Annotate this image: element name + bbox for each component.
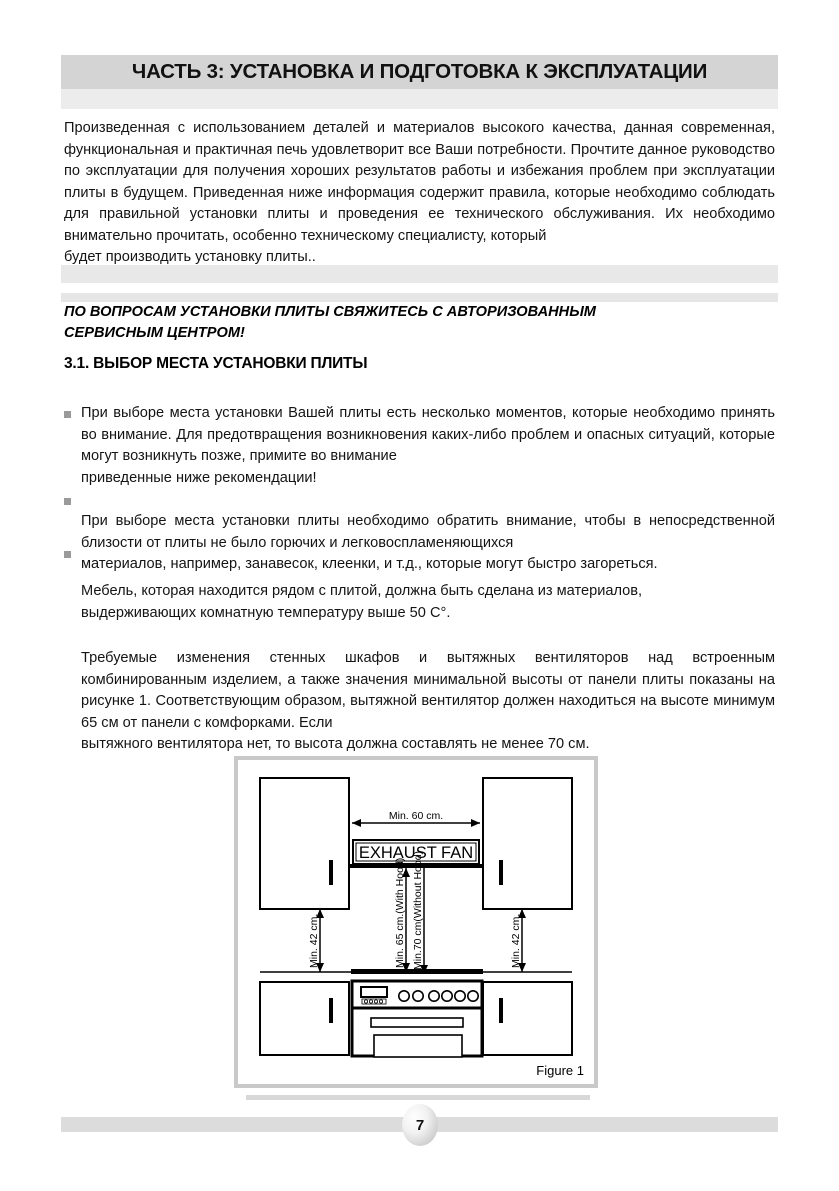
left-upper-cabinet	[260, 778, 349, 909]
bullet-item-2-text: При выборе места установки плиты необходимо обратить внимание, чтобы в непосредственной близости от плиты не было горючих и легковоспламеняющихся	[81, 513, 775, 551]
left-upper-cabinet-handle	[329, 860, 333, 885]
page-number-badge: 7	[402, 1104, 438, 1146]
right-upper-cabinet-handle	[499, 860, 503, 885]
paragraph-furniture-text: Мебель, которая находится рядом с плитой, должна быть сделана из материалов,	[81, 583, 643, 599]
figure-1-frame	[234, 756, 598, 1088]
intro-block	[64, 118, 775, 269]
oven-door-handle	[371, 1018, 463, 1027]
exhaust-fan-label: EXHAUST FAN	[358, 844, 474, 862]
height-with-hood-label: Min. 65 cm.(With Hood)	[394, 857, 406, 968]
bullet-item-1	[81, 403, 775, 489]
notice-stripe	[61, 293, 778, 302]
left-base-cabinet	[260, 982, 349, 1055]
width-dimension-label: Min. 60 cm.	[388, 810, 444, 822]
width-arrow-right	[471, 819, 480, 827]
paragraph-hood	[81, 648, 775, 756]
right-upper-cabinet	[483, 778, 572, 909]
right-base-cabinet	[483, 982, 572, 1055]
paragraph-hood-tail: вытяжного вентилятора нет, то высота должна составлять не менее 70 см.	[81, 736, 590, 752]
intro-paragraph: Произведенная с использованием деталей и материалов высокого качества, данная современная, функциональная и практичная печь удовлетворит все Ваши потребности. Прочтите данное руководство по эксплуатации для получения хороших результатов работы и избежания проблем при эксплуатации плиты в будущем. Приведенная ниже информация содержит правила, которые необходимо соблюдать для правильной установки плиты и проведения ее технического обслуживания. Их необходимо внимательно прочитать, особенно техническому специалисту, который	[64, 120, 775, 244]
left-base-cabinet-handle	[329, 998, 333, 1023]
notice-line-2: СЕРВИСНЫМ ЦЕНТРОМ!	[64, 325, 245, 341]
bullet-item-2	[81, 511, 775, 576]
left-clearance-label: Min. 42 cm.	[308, 913, 320, 968]
oven-door-window	[374, 1035, 462, 1057]
paragraph-hood-text: Требуемые изменения стенных шкафов и вытяжных вентиляторов над встроенным комбинированным изделием, а также значения минимальной высоты от панели плиты показаны на рисунке 1. Соответствующим образом, вытяжной вентилятор должен находиться на высоте минимум 65 см от панели с комфорками. Если	[81, 650, 775, 731]
notice-line-1: ПО ВОПРОСАМ УСТАНОВКИ ПЛИТЫ СВЯЖИТЕСЬ С АВТОРИЗОВАННЫМ	[64, 304, 596, 320]
paragraph-furniture-tail: выдерживающих комнатную температуру выше 50 C°.	[81, 604, 451, 621]
bullet-item-1-text: При выборе места установки Вашей плиты есть несколько моментов, которые необходимо принять во внимание. Для предотвращения возникновения каких-либо проблем и опасных ситуаций, которые могут возникнуть позже, примите во внимание	[81, 405, 775, 464]
figure-caption: Figure 1	[536, 1063, 584, 1078]
paragraph-furniture	[81, 581, 775, 624]
bullet-item-1-tail: приведенные ниже рекомендации!	[81, 469, 317, 486]
header-banner-shadow	[61, 89, 778, 109]
page-title: ЧАСТЬ 3: УСТАНОВКА И ПОДГОТОВКА К ЭКСПЛУАТАЦИИ	[131, 60, 708, 83]
width-arrow-left	[352, 819, 361, 827]
bullet-marker-3	[64, 551, 71, 558]
height-without-hood-label: Min.70 cm(Without Hood)	[412, 850, 424, 970]
bullet-marker-2	[64, 498, 71, 505]
kitchen-installation-diagram	[238, 760, 594, 1084]
intro-paragraph-tail: будет производить установку плиты..	[64, 249, 316, 265]
bullet-item-2-tail: материалов, например, занавесок, клеенки, и т.д., которые могут быстро загореться.	[81, 556, 658, 572]
notice-block	[64, 302, 775, 344]
bullet-marker-1	[64, 411, 71, 418]
right-clearance-label: Min. 42 cm.	[510, 913, 522, 968]
section-heading: 3.1. ВЫБОР МЕСТА УСТАНОВКИ ПЛИТЫ	[64, 355, 368, 372]
right-base-cabinet-handle	[499, 998, 503, 1023]
cooker-timer-display	[361, 987, 387, 997]
footer-thin-rule	[246, 1095, 590, 1100]
